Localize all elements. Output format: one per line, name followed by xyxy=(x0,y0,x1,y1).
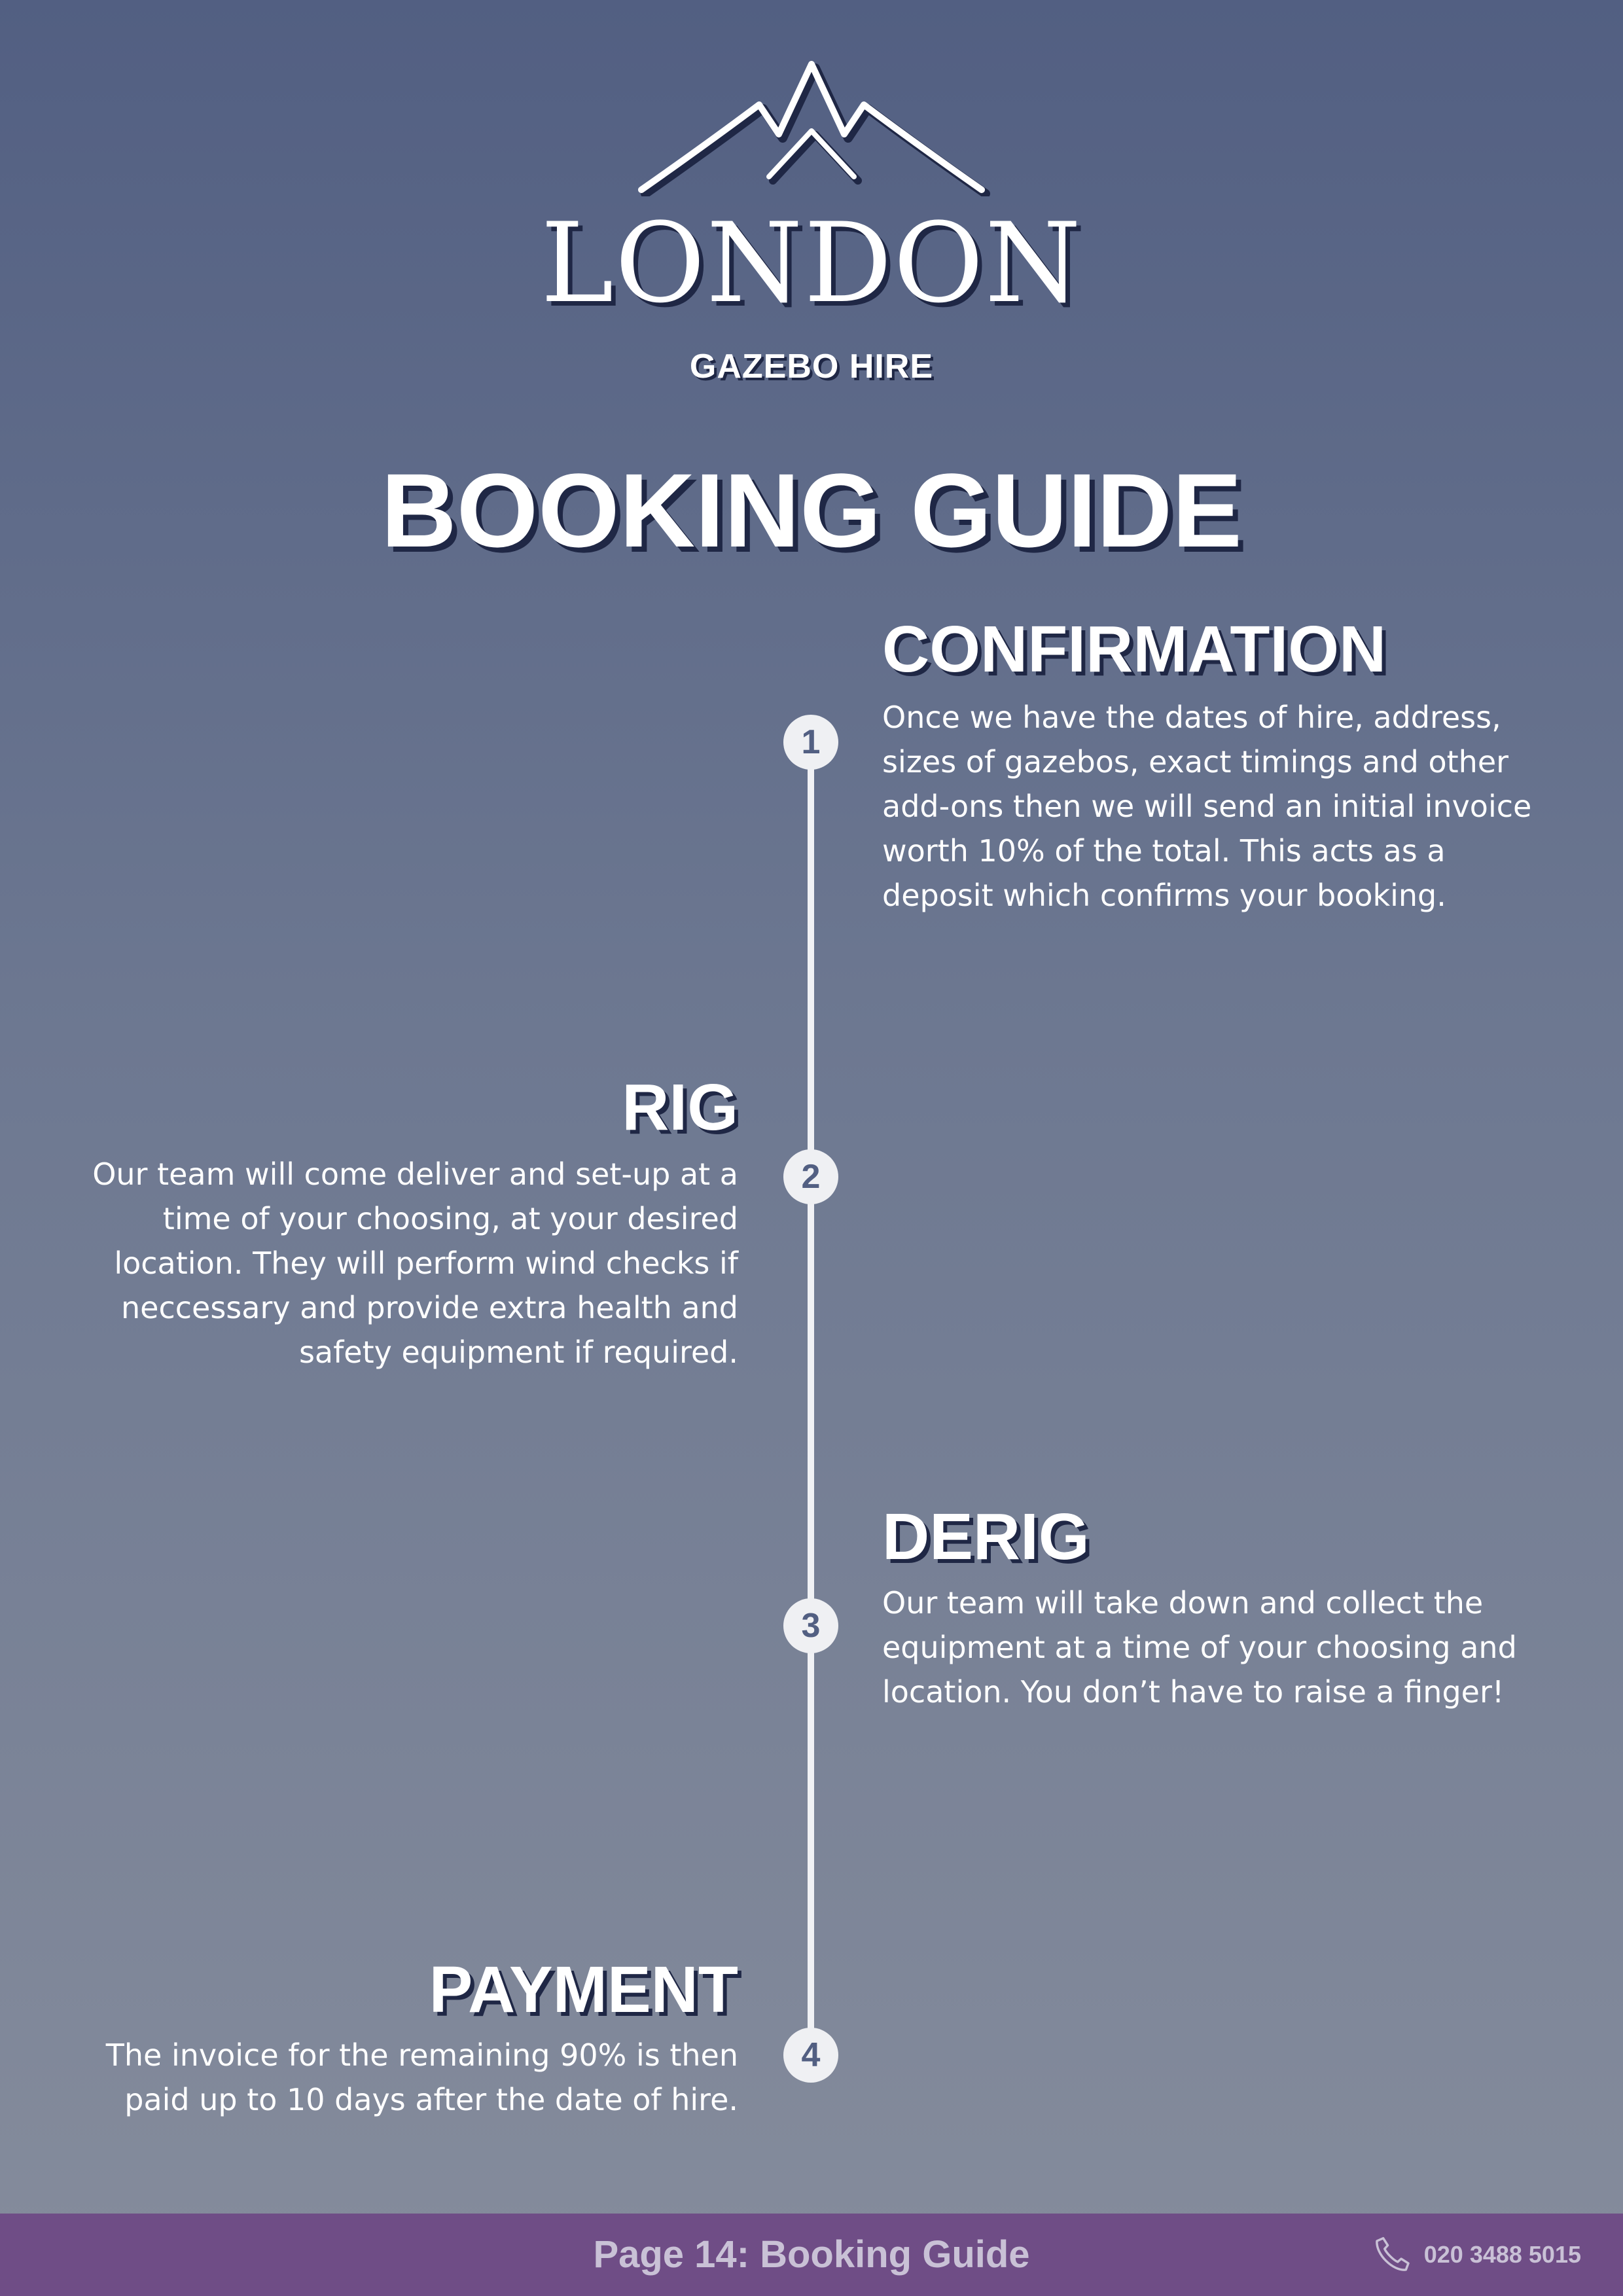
step-3-number: 3 xyxy=(783,1598,838,1653)
step-3-body: Our team will take down and collect the equipment at a time of your choosing and location. You don’t have to raise a finger! xyxy=(882,1585,1517,1710)
brand-logo xyxy=(0,59,1623,196)
step-4-heading: PAYMENT xyxy=(429,1953,738,2026)
footer-bar xyxy=(0,2214,1623,2296)
brand-tagline: GAZEBO HIRE xyxy=(689,348,934,386)
footer-phone[interactable] xyxy=(1372,2214,1581,2296)
phone-icon xyxy=(1372,2234,1414,2276)
step-4-body: The invoice for the remaining 90% is then paid up to 10 days after the date of hire. xyxy=(105,2037,738,2117)
timeline-line xyxy=(808,743,814,2055)
step-2-body: Our team will come deliver and set-up at a time of your choosing, at your desired location. They will perform wind checks if neccessary and provide extra health and safety equipment if required. xyxy=(92,1157,738,1370)
step-1-body: Once we have the dates of hire, address, sizes of gazebos, exact timings and other add-ons then we will send an initial invoice worth 10% of the total. This acts as a deposit which confirms your booking. xyxy=(882,700,1532,913)
page-title: BOOKING GUIDE xyxy=(381,452,1242,569)
phone-number: 020 3488 5015 xyxy=(1423,2241,1581,2268)
step-1-heading: CONFIRMATION xyxy=(882,613,1387,686)
step-1-number: 1 xyxy=(783,715,838,770)
step-2-number: 2 xyxy=(783,1149,838,1204)
step-4-number: 4 xyxy=(783,2028,838,2083)
step-3-heading: DERIG xyxy=(882,1500,1090,1573)
mountain-logo-icon xyxy=(628,59,995,196)
step-2-heading: RIG xyxy=(622,1071,738,1144)
footer-page-label: Page 14: Booking Guide xyxy=(593,2233,1030,2276)
brand-name: LONDON xyxy=(541,199,1082,327)
